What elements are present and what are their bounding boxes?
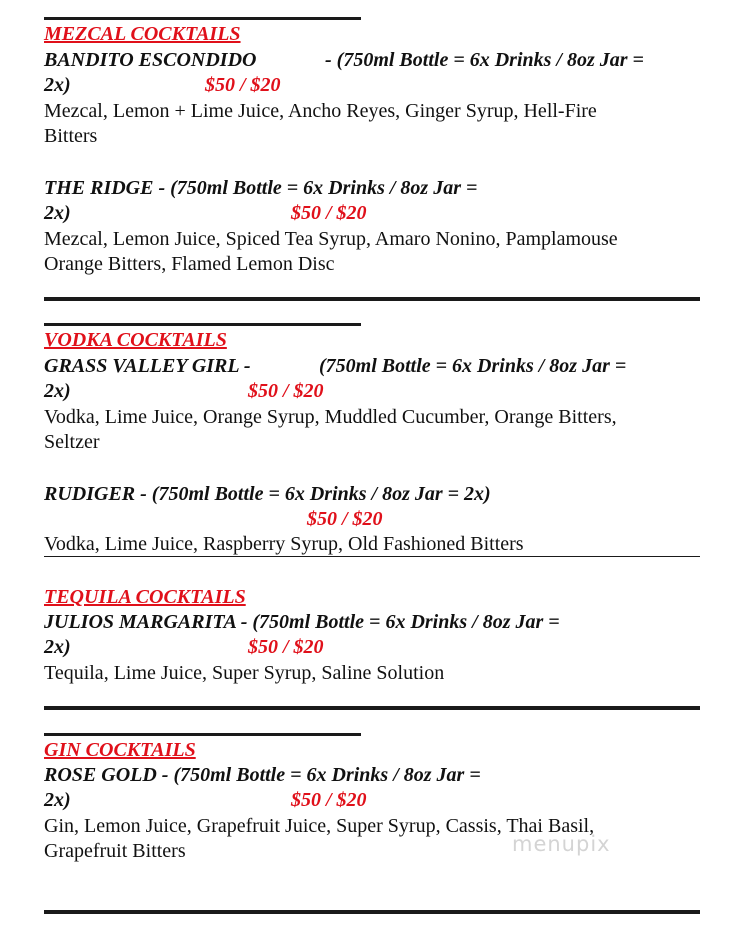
item-detail-end: 2x)	[44, 789, 71, 811]
item-name: RUDIGER - (750ml Bottle = 6x Drinks / 8oz Jar = 2x)	[44, 483, 491, 505]
section-heading-vodka: VODKA COCKTAILS	[44, 329, 227, 351]
section-heading-tequila: TEQUILA COCKTAILS	[44, 586, 246, 608]
item-ingredients: Vodka, Lime Juice, Orange Syrup, Muddled Cucumber, Orange Bitters,	[44, 406, 617, 428]
item-price: $50 / $20	[291, 789, 367, 811]
item-price: $50 / $20	[248, 636, 324, 658]
item-name: GRASS VALLEY GIRL -	[44, 355, 251, 377]
section-rule-top	[44, 17, 361, 20]
item-ingredients: Gin, Lemon Juice, Grapefruit Juice, Super Syrup, Cassis, Thai Basil,	[44, 815, 595, 837]
item-name: ROSE GOLD - (750ml Bottle = 6x Drinks / 8oz Jar =	[44, 764, 481, 786]
item-detail: - (750ml Bottle = 6x Drinks / 8oz Jar =	[325, 49, 644, 71]
item-detail-end: 2x)	[44, 202, 71, 224]
section-divider	[44, 910, 700, 914]
item-price: $50 / $20	[291, 202, 367, 224]
section-divider	[44, 706, 700, 710]
section-heading-mezcal: MEZCAL COCKTAILS	[44, 23, 241, 45]
item-detail: (750ml Bottle = 6x Drinks / 8oz Jar =	[319, 355, 627, 377]
item-ingredients: Orange Bitters, Flamed Lemon Disc	[44, 253, 335, 275]
item-ingredients: Vodka, Lime Juice, Raspberry Syrup, Old Fashioned Bitters	[44, 533, 524, 555]
section-divider	[44, 556, 700, 557]
item-name: BANDITO ESCONDIDO	[44, 49, 257, 71]
section-heading-gin: GIN COCKTAILS	[44, 739, 196, 761]
item-price: $50 / $20	[248, 380, 324, 402]
watermark: menupix	[512, 832, 611, 856]
item-ingredients: Mezcal, Lemon + Lime Juice, Ancho Reyes, Ginger Syrup, Hell-Fire	[44, 100, 597, 122]
item-price: $50 / $20	[307, 508, 383, 530]
section-rule-top	[44, 323, 361, 326]
item-detail-end: 2x)	[44, 74, 71, 96]
item-name: JULIOS MARGARITA - (750ml Bottle = 6x Drinks / 8oz Jar =	[44, 611, 560, 633]
item-ingredients: Tequila, Lime Juice, Super Syrup, Saline Solution	[44, 662, 445, 684]
section-rule-top	[44, 733, 361, 736]
item-ingredients: Bitters	[44, 125, 98, 147]
section-divider	[44, 297, 700, 301]
item-ingredients: Seltzer	[44, 431, 100, 453]
item-detail-end: 2x)	[44, 636, 71, 658]
item-ingredients: Grapefruit Bitters	[44, 840, 186, 862]
item-ingredients: Mezcal, Lemon Juice, Spiced Tea Syrup, Amaro Nonino, Pamplamouse	[44, 228, 618, 250]
item-name: THE RIDGE - (750ml Bottle = 6x Drinks / 8oz Jar =	[44, 177, 478, 199]
item-price: $50 / $20	[205, 74, 281, 96]
item-detail-end: 2x)	[44, 380, 71, 402]
